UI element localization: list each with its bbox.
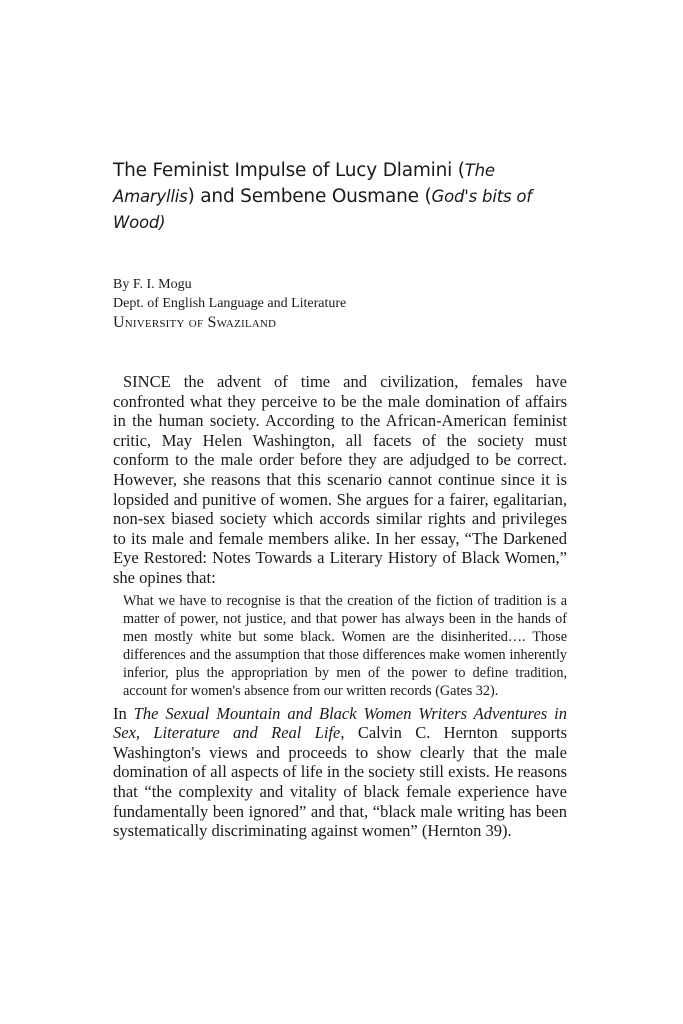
title-work-2: God's bits of Wood) — [113, 187, 532, 232]
article-title — [113, 158, 567, 236]
paragraph-2-rest: , Calvin C. Hernton supports Washington's views and proceeds to show clearly that the male domination of all aspects of life in the society still exists. He reasons that “the complexity and vitality of black female experience have fundamentally been ignored” and that, “black male writing has been systematically discriminating against women” (Hernton 39). — [113, 723, 567, 841]
cited-book-title: The Sexual Mountain and Black Women Writers Adventures in Sex, Literature and Real Life — [113, 703, 567, 743]
title-text-1: The Feminist Impulse of Lucy Dlamini ( — [113, 160, 465, 181]
byline — [113, 275, 567, 332]
body-paragraph-1: SINCE the advent of time and civilization, females have confronted what they perceive to be the male domination of affairs in the human society. According to the African-American feminist critic, May Helen Washington, all facets of the society must conform to the male order before they are adjudged to be correct. However, she reasons that this scenario cannot continue since it is lopsided and punitive of women. She argues for a fairer, egalitarian, non-sex biased society which accords similar rights and privileges to its male and female members alike. In her essay, “The Darkened Eye Restored: Notes Towards a Literary History of Black Women,” she opines that: — [113, 372, 567, 587]
body-paragraph-2 — [113, 704, 567, 841]
author-name: By F. I. Mogu — [113, 277, 192, 292]
paragraph-2-start: In — [113, 703, 134, 723]
article-body — [113, 372, 567, 841]
title-text-2: ) and Sembene Ousmane ( — [187, 186, 432, 207]
block-quote: What we have to recognise is that the creation of the fiction of tradition is a matter of power, not justice, and that power has always been in the hands of men mostly white but some black. Women are the disinherited…. Those differences and the assumption that those differences make women inherently inferior, plus the appropriation by men of the power to define tradition, account for women's absence from our written records (Gates 32). — [123, 592, 567, 699]
title-work-1: The Amaryllis — [113, 161, 495, 206]
article-page — [113, 158, 567, 841]
author-department: Dept. of English Language and Literature — [113, 296, 347, 311]
author-university: University of Swaziland — [113, 314, 277, 331]
